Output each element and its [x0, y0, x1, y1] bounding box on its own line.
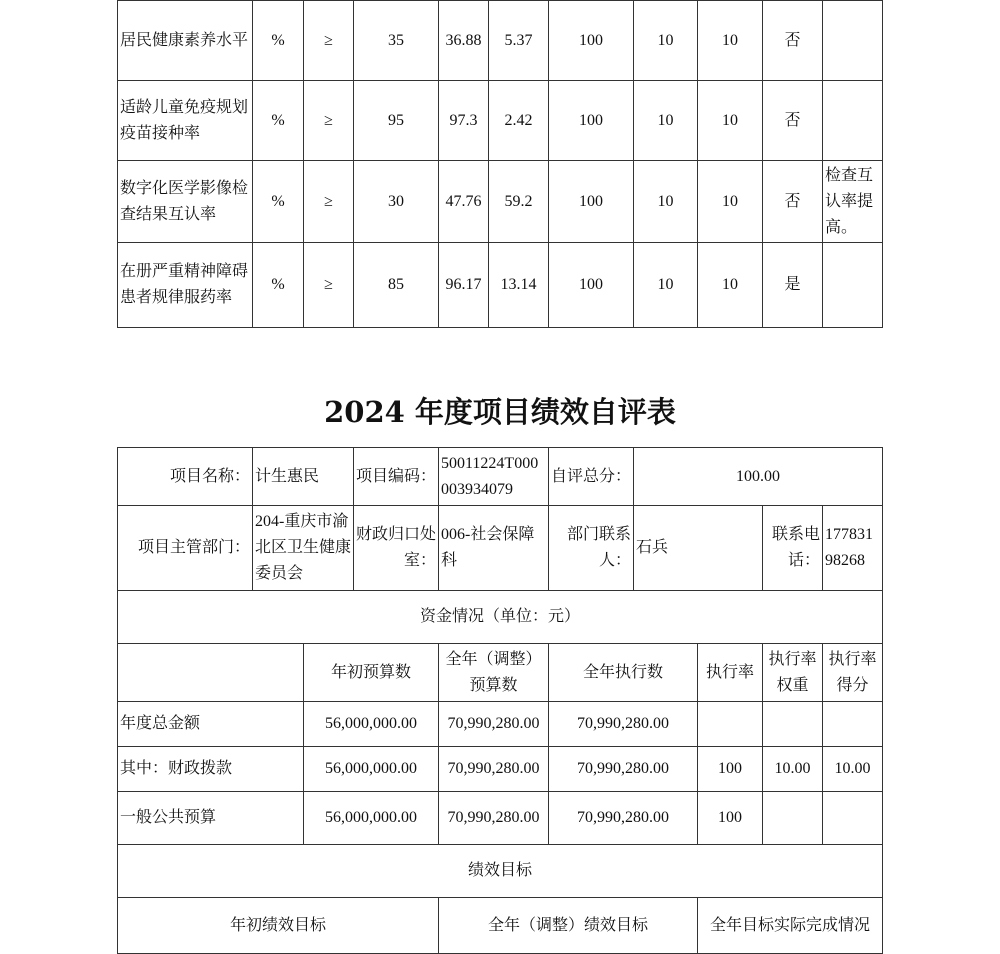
- funds-weight: 10.00: [763, 747, 823, 792]
- funds-executed: 70,990,280.00: [549, 747, 698, 792]
- funds-label: 一般公共预算: [118, 792, 304, 845]
- funds-adjusted: 70,990,280.00: [439, 747, 549, 792]
- funds-score: [823, 702, 883, 747]
- cell-name: 在册严重精神障碍患者规律服药率: [118, 243, 253, 328]
- cell-name: 适龄儿童免疫规划疫苗接种率: [118, 81, 253, 161]
- cell-target: 85: [354, 243, 439, 328]
- indicator-row: [118, 81, 883, 161]
- cell-actual: 47.76: [439, 161, 489, 243]
- finance-label: 财政归口处室：: [354, 506, 439, 591]
- cell-note: [823, 243, 883, 328]
- cell-score: 10: [698, 243, 763, 328]
- cell-name: 数字化医学影像检查结果互认率: [118, 161, 253, 243]
- funds-row: [118, 747, 883, 792]
- cell-deviation: 2.42: [489, 81, 549, 161]
- cell-name: 居民健康素养水平: [118, 1, 253, 81]
- col-initial-budget: 年初预算数: [304, 644, 439, 702]
- phone-label: 联系电话：: [763, 506, 823, 591]
- cell-rate: 100: [549, 81, 634, 161]
- page-title: 2024 年度项目绩效自评表: [324, 395, 676, 429]
- funds-adjusted: 70,990,280.00: [439, 702, 549, 747]
- cell-rate: 100: [549, 161, 634, 243]
- funds-row: [118, 702, 883, 747]
- project-name-label: 项目名称：: [118, 448, 253, 506]
- col-rate: 执行率: [698, 644, 763, 702]
- cell-target: 30: [354, 161, 439, 243]
- cell-unit: %: [253, 243, 304, 328]
- funds-label: 其中：财政拨款: [118, 747, 304, 792]
- funds-initial: 56,000,000.00: [304, 792, 439, 845]
- cell-flag: 否: [763, 1, 823, 81]
- cell-flag: 否: [763, 161, 823, 243]
- project-name: 计生惠民: [253, 448, 354, 506]
- phone: 17783198268: [823, 506, 883, 591]
- col-actual-completion: 全年目标实际完成情况: [698, 898, 883, 954]
- cell-deviation: 5.37: [489, 1, 549, 81]
- project-code-label: 项目编码：: [354, 448, 439, 506]
- contact: 石兵: [634, 506, 763, 591]
- cell-note: 检查互认率提高。: [823, 161, 883, 243]
- col-executed: 全年执行数: [549, 644, 698, 702]
- cell-op: ≥: [304, 81, 354, 161]
- cell-score: 10: [698, 161, 763, 243]
- department-row: [118, 506, 883, 591]
- funds-initial: 56,000,000.00: [304, 747, 439, 792]
- cell-weight: 10: [634, 1, 698, 81]
- indicator-table: [117, 0, 883, 328]
- funds-score: [823, 792, 883, 845]
- self-score: 100.00: [634, 448, 883, 506]
- cell-actual: 96.17: [439, 243, 489, 328]
- cell-target: 95: [354, 81, 439, 161]
- cell-weight: 10: [634, 243, 698, 328]
- project-row: [118, 448, 883, 506]
- funds-adjusted: 70,990,280.00: [439, 792, 549, 845]
- funds-row: [118, 792, 883, 845]
- dept: 204-重庆市渝北区卫生健康委员会: [253, 506, 354, 591]
- funds-label: 年度总金额: [118, 702, 304, 747]
- funds-header-row: [118, 644, 883, 702]
- project-code: 50011224T000003934079: [439, 448, 549, 506]
- cell-flag: 是: [763, 243, 823, 328]
- cell-note: [823, 1, 883, 81]
- funds-header-blank: [118, 644, 304, 702]
- self-score-label: 自评总分：: [549, 448, 634, 506]
- funds-rate: 100: [698, 792, 763, 845]
- cell-unit: %: [253, 161, 304, 243]
- funds-weight: [763, 792, 823, 845]
- goals-header-row: [118, 898, 883, 954]
- indicator-row: [118, 161, 883, 243]
- self-evaluation-table: [117, 447, 883, 954]
- contact-label: 部门联系人：: [549, 506, 634, 591]
- funds-rate: [698, 702, 763, 747]
- cell-weight: 10: [634, 81, 698, 161]
- cell-rate: 100: [549, 1, 634, 81]
- cell-score: 10: [698, 1, 763, 81]
- cell-deviation: 13.14: [489, 243, 549, 328]
- col-adjusted-goal: 全年（调整）绩效目标: [439, 898, 698, 954]
- funds-executed: 70,990,280.00: [549, 792, 698, 845]
- goals-section-header: 绩效目标: [118, 845, 883, 898]
- cell-op: ≥: [304, 161, 354, 243]
- col-score: 执行率得分: [823, 644, 883, 702]
- cell-rate: 100: [549, 243, 634, 328]
- cell-note: [823, 81, 883, 161]
- indicator-row: [118, 1, 883, 81]
- cell-op: ≥: [304, 243, 354, 328]
- cell-flag: 否: [763, 81, 823, 161]
- finance-office: 006-社会保障科: [439, 506, 549, 591]
- funds-section-header: 资金情况（单位：元）: [118, 591, 883, 644]
- indicator-row: [118, 243, 883, 328]
- funds-score: 10.00: [823, 747, 883, 792]
- funds-executed: 70,990,280.00: [549, 702, 698, 747]
- col-adjusted-budget: 全年（调整）预算数: [439, 644, 549, 702]
- dept-label: 项目主管部门：: [118, 506, 253, 591]
- cell-target: 35: [354, 1, 439, 81]
- col-initial-goal: 年初绩效目标: [118, 898, 439, 954]
- funds-weight: [763, 702, 823, 747]
- cell-unit: %: [253, 81, 304, 161]
- cell-actual: 97.3: [439, 81, 489, 161]
- cell-score: 10: [698, 81, 763, 161]
- funds-rate: 100: [698, 747, 763, 792]
- cell-op: ≥: [304, 1, 354, 81]
- funds-initial: 56,000,000.00: [304, 702, 439, 747]
- cell-actual: 36.88: [439, 1, 489, 81]
- cell-weight: 10: [634, 161, 698, 243]
- cell-deviation: 59.2: [489, 161, 549, 243]
- col-weight: 执行率权重: [763, 644, 823, 702]
- cell-unit: %: [253, 1, 304, 81]
